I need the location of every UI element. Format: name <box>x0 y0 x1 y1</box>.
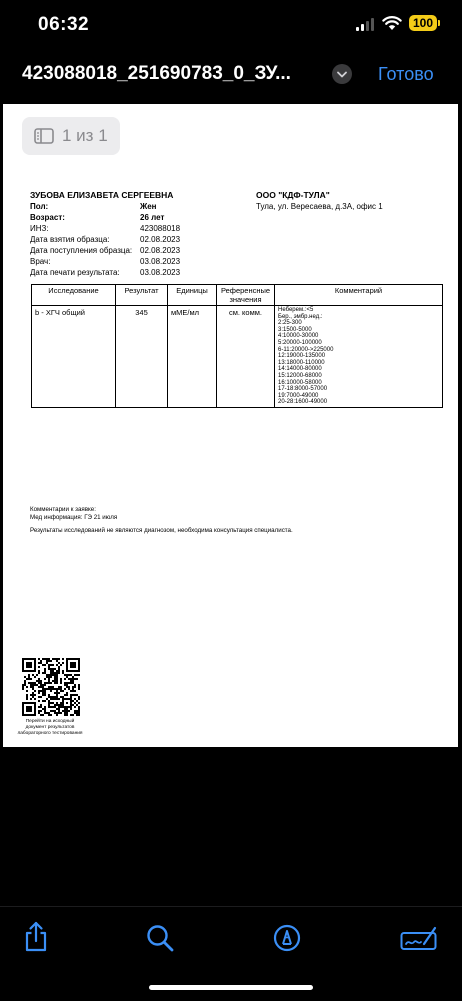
field-row: Дата печати результата: 03.08.2023 <box>30 268 181 277</box>
field-row: Дата поступления образца: 02.08.2023 <box>30 246 181 255</box>
home-indicator[interactable] <box>149 985 313 990</box>
lab-report <box>30 190 450 406</box>
column-header: Результат <box>116 285 168 306</box>
cell-comment: Неберем.:<5 Бер., эмбр.нед.: 2:25-300 3:1500-5000 4:10000-30000 5:20000-100000 6-11:20000->225000 12:19000-135000 13:18000-110000 14:14000-80000 15:12000-68000 16:10000-58000 17-18:8000-57000 19:7000-49000 20-28:1600-49000 <box>275 306 443 408</box>
field-row: Возраст: 26 лет <box>30 213 165 222</box>
status-time: 06:32 <box>38 14 90 35</box>
column-header: Референсные значения <box>217 285 275 306</box>
qr-code[interactable] <box>22 658 80 716</box>
field-row: Пол: Жен <box>30 202 157 211</box>
document-page[interactable] <box>3 104 458 747</box>
column-header: Единицы <box>168 285 217 306</box>
lab-address: Тула, ул. Вересаева, д.3А, офис 1 <box>256 202 383 211</box>
cell-units: мМЕ/мл <box>168 306 217 408</box>
cell-result: 345 <box>116 306 168 408</box>
sidebar-thumbnails-icon <box>34 128 54 144</box>
search-icon[interactable] <box>146 924 174 952</box>
page-indicator[interactable] <box>22 117 120 155</box>
done-button[interactable]: Готово <box>378 64 434 84</box>
signature-icon[interactable] <box>400 925 438 951</box>
med-info: Мед информация: ГЭ 21 июля <box>30 514 118 521</box>
results-table <box>31 284 443 408</box>
column-header: Комментарий <box>275 285 443 306</box>
cell-reference: см. комм. <box>217 306 275 408</box>
nav-bar <box>0 55 462 95</box>
column-header: Исследование <box>32 285 116 306</box>
document-title[interactable]: 423088018_251690783_0_ЗУ... <box>22 63 291 84</box>
patient-fields <box>30 201 450 278</box>
request-comments <box>30 506 117 522</box>
share-icon[interactable] <box>23 921 49 953</box>
field-row: Врач: 03.08.2023 <box>30 257 181 266</box>
patient-name: ЗУБОВА ЕЛИЗАВЕТА СЕРГЕЕВНА <box>30 190 174 200</box>
disclaimer: Результаты исследований не являются диагнозом, необходима консультация специалиста. <box>30 527 293 534</box>
field-row: ИНЗ: 423088018 <box>30 224 181 233</box>
table-header-row <box>32 285 443 306</box>
qr-caption: Перейти на исходный документ результатов лабораторного тестирования <box>17 719 83 736</box>
lab-info <box>256 190 383 212</box>
lab-name: ООО "КДФ-ТУЛА" <box>256 190 330 200</box>
battery-tip <box>438 20 440 26</box>
chevron-down-icon <box>337 71 347 78</box>
cell-test: b - ХГЧ общий <box>32 306 116 408</box>
field-row: Дата взятия образца: 02.08.2023 <box>30 235 181 244</box>
comments-label: Комментарии к заявке: <box>30 506 96 513</box>
page-indicator-label: 1 из 1 <box>62 126 108 145</box>
title-menu-button[interactable] <box>332 64 352 84</box>
table-row <box>32 306 443 408</box>
markup-icon[interactable] <box>273 924 301 952</box>
cellular-signal-icon <box>356 18 374 31</box>
status-bar <box>0 0 462 50</box>
wifi-icon <box>382 15 402 31</box>
battery-indicator: 100 <box>409 15 437 31</box>
